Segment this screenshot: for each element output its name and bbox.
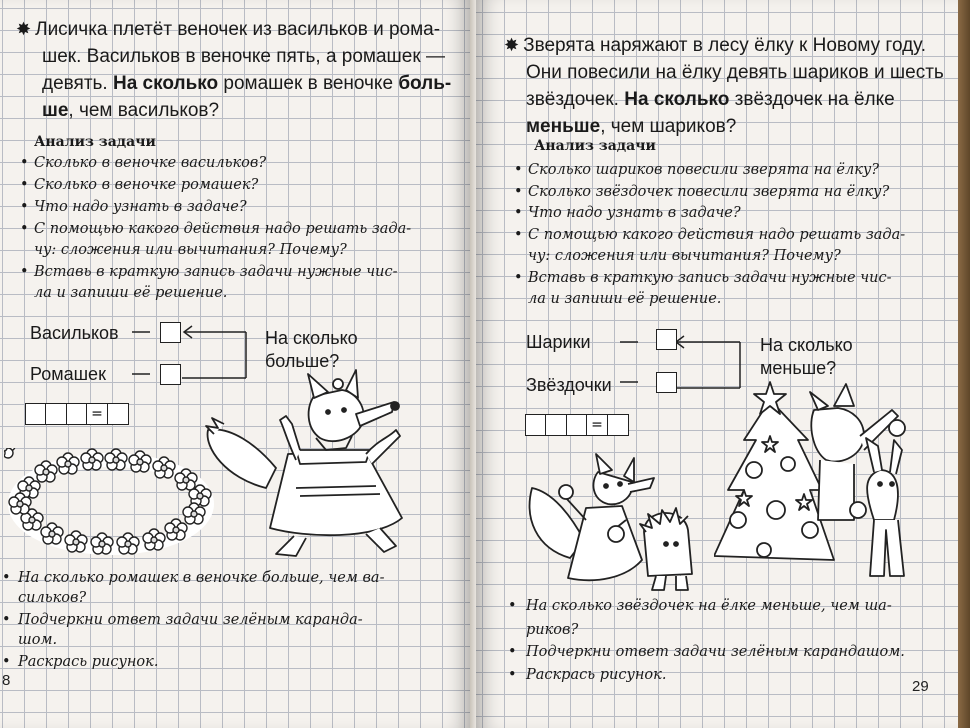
scheme-label-stars: Звёздочки <box>526 375 612 395</box>
solution-boxes[interactable] <box>26 403 129 425</box>
scheme-label-cornflowers: Васильков <box>30 323 119 343</box>
bottom-text: На сколько ромашек в веночке больше, чем ва- <box>18 570 385 586</box>
equals-sign: = <box>586 414 608 436</box>
task-fragment: звёздочек. <box>526 89 625 110</box>
scheme-question-line: меньше? <box>760 358 837 378</box>
solution-cell[interactable] <box>45 403 67 425</box>
bullet-icon: • <box>514 205 523 221</box>
bullet-icon: • <box>508 644 517 660</box>
solution-cell[interactable] <box>66 403 88 425</box>
bottom-instruction <box>508 665 667 686</box>
scheme-label-daisies: Ромашек <box>30 364 106 384</box>
bottom-text: На сколько звёздочек на ёлке меньше, чем ша- <box>526 598 892 614</box>
task-fragment: , чем шариков? <box>600 116 737 137</box>
analysis-title: Анализ задачи <box>534 138 656 154</box>
fox-illustration <box>196 368 412 564</box>
task-line: Они повесили на ёлку девять шариков и шесть <box>526 62 944 83</box>
question-text: Сколько шариков повесили зверята на ёлку? <box>528 162 880 178</box>
task-fragment: звёздочек на ёлке <box>729 89 895 110</box>
question-item <box>514 203 741 224</box>
right-page <box>476 0 958 728</box>
task-fragment: девять. <box>42 73 113 94</box>
star-bullet-icon: ✸ <box>504 35 520 55</box>
bullet-icon: • <box>514 184 523 200</box>
bottom-text: Подчеркни ответ задачи зелёным карандашом. <box>526 644 905 660</box>
question-continuation: чу: сложения или вычитания? Почему? <box>34 242 347 258</box>
bullet-icon: • <box>514 162 523 178</box>
question-item <box>20 262 398 283</box>
question-continuation: ла и запиши её решение. <box>528 291 722 307</box>
equals-sign: = <box>86 403 108 425</box>
bottom-continuation: шом. <box>18 632 58 648</box>
bottom-question <box>508 596 956 617</box>
bullet-icon: • <box>20 221 29 237</box>
bullet-icon: • <box>20 264 29 280</box>
question-item <box>514 160 880 181</box>
task-fragment: ромашек в веночке <box>218 73 399 94</box>
left-page <box>0 0 470 728</box>
task-fragment: , чем васильков? <box>68 100 220 121</box>
question-item <box>20 197 247 218</box>
answer-box-daisies[interactable] <box>160 364 181 385</box>
task-emphasis: боль- <box>398 73 452 94</box>
scheme-question-line: больше? <box>265 351 340 371</box>
bullet-icon: • <box>508 667 517 683</box>
task-text <box>504 32 950 140</box>
task-line: Лисичка плетёт веночек из васильков и рома- <box>35 19 441 40</box>
bullet-icon: • <box>514 270 523 286</box>
scheme-label-balls: Шарики <box>526 332 591 352</box>
page-number-right: 29 <box>912 678 929 695</box>
question-text: С помощью какого действия надо решать зада- <box>34 221 412 237</box>
answer-box-stars[interactable] <box>656 372 677 393</box>
question-text: Что надо узнать в задаче? <box>34 199 247 215</box>
bottom-instruction <box>508 642 905 663</box>
task-emphasis: меньше <box>526 116 601 137</box>
solution-cell[interactable] <box>525 414 547 436</box>
question-text: С помощью какого действия надо решать зада- <box>528 227 906 243</box>
question-item <box>20 175 259 196</box>
bottom-continuation: риков? <box>526 622 579 638</box>
task-emphasis: На сколько <box>624 89 730 110</box>
question-item <box>20 219 412 240</box>
bottom-question <box>2 568 456 589</box>
wreath-illustration <box>4 448 218 560</box>
bullet-icon: • <box>20 177 29 193</box>
bottom-text: Раскрась рисунок. <box>526 667 667 683</box>
solution-cell[interactable] <box>545 414 567 436</box>
question-text: Сколько звёздочек повесили зверята на ёлку? <box>528 184 890 200</box>
bottom-continuation: сильков? <box>18 590 87 606</box>
star-bullet-icon: ✸ <box>16 19 32 39</box>
bullet-icon: • <box>508 598 517 614</box>
bottom-instruction <box>2 652 159 673</box>
bottom-instruction <box>2 610 363 631</box>
task-line: Зверята наряжают в лесу ёлку к Новому году. <box>523 35 927 56</box>
task-text <box>16 16 456 124</box>
task-line: шек. Васильков в веночке пять, а ромашек — <box>42 46 445 67</box>
answer-box-balls[interactable] <box>656 329 677 350</box>
christmas-tree-illustration <box>714 380 946 600</box>
solution-cell[interactable] <box>607 414 629 436</box>
bottom-text: Раскрась рисунок. <box>18 654 159 670</box>
scheme-question <box>760 334 853 380</box>
solution-cell[interactable] <box>107 403 129 425</box>
bullet-icon: • <box>2 654 11 670</box>
solution-cell[interactable] <box>25 403 47 425</box>
question-text: Вставь в краткую запись задачи нужные чис- <box>528 270 892 286</box>
bullet-icon: • <box>514 227 523 243</box>
bullet-icon: • <box>2 570 11 586</box>
question-item <box>20 153 267 174</box>
answer-box-cornflowers[interactable] <box>160 322 181 343</box>
task-emphasis: На сколько <box>112 73 219 94</box>
fox-hedgehog-illustration <box>516 448 716 598</box>
question-text: Что надо узнать в задаче? <box>528 205 741 221</box>
book-edge <box>958 0 970 728</box>
question-item <box>514 225 906 246</box>
page-number-left: 8 <box>2 672 11 689</box>
question-text: Сколько в веночке васильков? <box>34 155 267 171</box>
analysis-title: Анализ задачи <box>34 134 156 150</box>
question-continuation: ла и запиши её решение. <box>34 285 228 301</box>
task-emphasis: ше <box>42 100 69 121</box>
question-text: Вставь в краткую запись задачи нужные чис- <box>34 264 398 280</box>
question-item <box>514 268 892 289</box>
bullet-icon: • <box>2 612 11 628</box>
scheme-question-line: На сколько <box>265 328 358 348</box>
question-text: Сколько в веночке ромашек? <box>34 177 259 193</box>
question-item <box>514 182 890 203</box>
bullet-icon: • <box>20 199 29 215</box>
bottom-text: Подчеркни ответ задачи зелёным каранда- <box>18 612 363 628</box>
solution-cell[interactable] <box>566 414 588 436</box>
solution-boxes[interactable] <box>526 414 629 436</box>
question-continuation: чу: сложения или вычитания? Почему? <box>528 248 841 264</box>
scheme-question <box>265 327 358 373</box>
scheme-question-line: На сколько <box>760 335 853 355</box>
bullet-icon: • <box>20 155 29 171</box>
